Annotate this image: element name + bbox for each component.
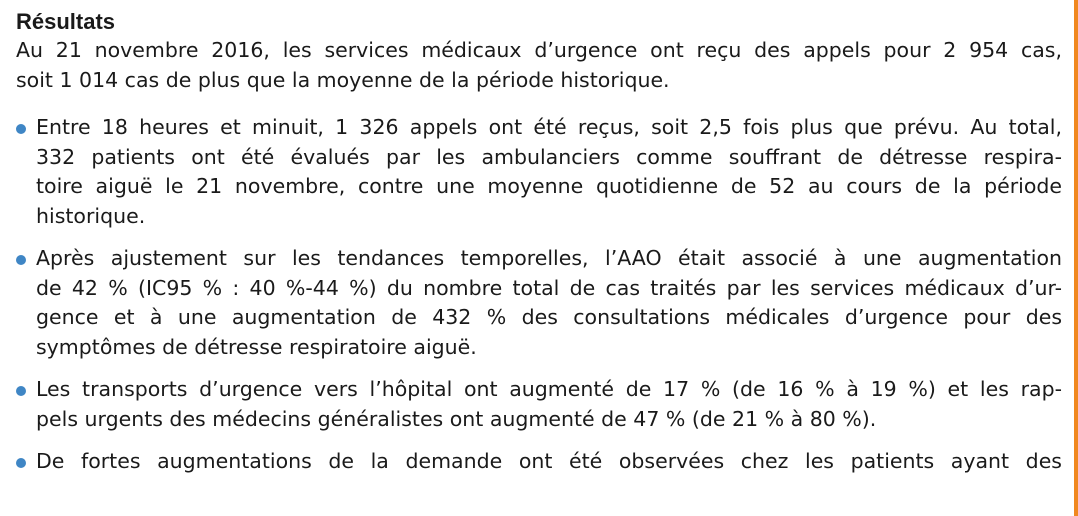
list-item [16, 113, 1062, 231]
results-list [16, 113, 1062, 477]
results-section [16, 8, 1062, 477]
item-line: pels urgents des médecins généralistes ont augmenté de 47 % (de 21 % à 80 %). [36, 406, 877, 431]
intro-paragraph [16, 36, 1062, 95]
item-line: historique. [36, 203, 146, 228]
item-line: de 42 % (IC95 % : 40 %-44 %) du nombre total de cas traités par les services médicaux d’ur- [36, 275, 1062, 300]
item-line: symptômes de détresse respiratoire aiguë. [36, 334, 477, 359]
item-line: De fortes augmentations de la demande ont été observées chez les patients ayant des [36, 449, 1062, 473]
page-edge-accent [1074, 0, 1078, 516]
intro-line: Au 21 novembre 2016, les services médicaux d’urgence ont reçu des appels pour 2 954 cas, [16, 38, 1062, 62]
list-item [16, 375, 1062, 434]
intro-line: soit 1 014 cas de plus que la moyenne de la période historique. [16, 67, 670, 92]
bullet-icon [16, 458, 26, 468]
bullet-icon [16, 255, 26, 265]
list-item [16, 447, 1062, 477]
section-heading: Résultats [16, 9, 116, 34]
list-item [16, 244, 1062, 362]
item-line: Après ajustement sur les tendances temporelles, l’AAO était associé à une augmentation [36, 246, 1062, 270]
item-line: toire aiguë le 21 novembre, contre une moyenne quotidienne de 52 au cours de la période [36, 174, 1062, 198]
bullet-icon [16, 124, 26, 134]
item-line: 332 patients ont été évalués par les ambulanciers comme souffrant de détresse respira- [36, 144, 1062, 169]
item-line: Les transports d’urgence vers l’hôpital ont augmenté de 17 % (de 16 % à 19 %) et les rap- [36, 377, 1062, 401]
item-line: Entre 18 heures et minuit, 1 326 appels ont été reçus, soit 2,5 fois plus que prévu. Au total, [36, 115, 1062, 139]
item-line: gence et à une augmentation de 432 % des consultations médicales d’urgence pour des [36, 305, 1062, 329]
bullet-icon [16, 386, 26, 396]
